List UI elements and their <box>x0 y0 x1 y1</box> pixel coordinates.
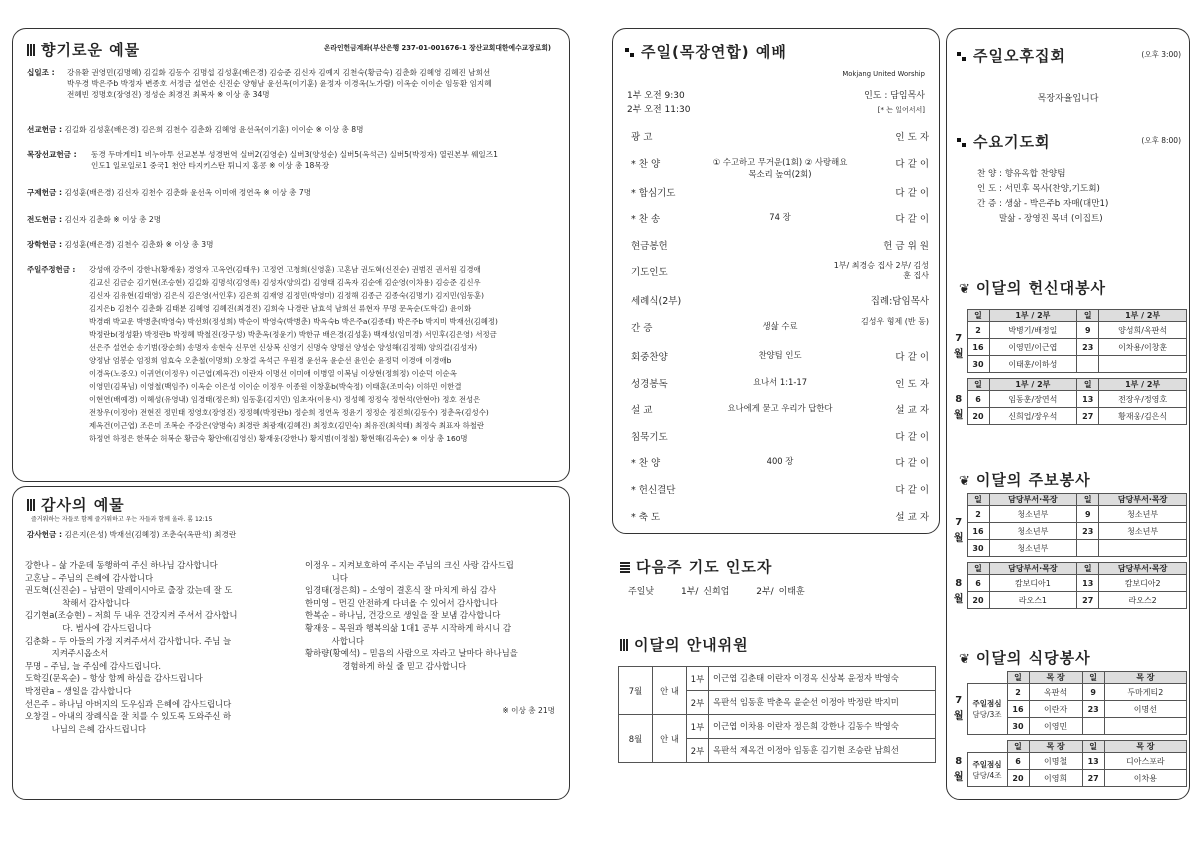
text-line: 양정남 엄봉순 엄정희 엄효숙 오춘철(이명희) 오창걸 옥석근 우원경 윤선옥 윤순선 윤인순 윤정덕 이경애 이경애b <box>89 356 452 365</box>
table-cell: 이영민 <box>1029 718 1082 735</box>
table-cell: 청소년부 <box>1099 523 1187 540</box>
text-line: 동경 두마게티1 비누아투 선교본부 성경번역 실버2(김영순) 실버3(양성순) 실버5(옥석근) 실버5(박정자) 열린본부 웨일즈1 <box>91 150 498 159</box>
table-cell: 30 <box>1007 718 1029 735</box>
order-item: * 합심기도 <box>631 187 676 199</box>
order-item: 광 고 <box>631 132 653 143</box>
order-row <box>631 238 929 252</box>
order-item: 현금봉헌 <box>631 240 668 252</box>
worship-subtitle: Mokjang United Worship <box>842 70 925 78</box>
table-cell: 9 <box>1077 506 1099 523</box>
table-cell: 2 <box>967 506 989 523</box>
order-row <box>631 156 929 179</box>
usher-part: 2부 <box>687 739 709 763</box>
table-cell: 황재웅/김은식 <box>1099 408 1187 425</box>
text-line: 하정연 하정은 한복순 허복순 황금숙 황안애(김영신) 황재웅(강한나) 황지범(이정철) 황현해(김옥순) ※ 이상 총 160명 <box>89 434 468 443</box>
table-cell <box>1082 718 1104 735</box>
order-item: * 찬 송 <box>631 214 661 226</box>
section-mark-icon <box>27 499 35 511</box>
table-row <box>951 575 1187 592</box>
table-header-cell: 담당부서·목장 <box>1099 494 1187 506</box>
section-mark-icon <box>625 48 634 57</box>
thanks-verse: 즐거워하는 자들로 함께 즐거워하고 우는 자들과 함께 울라. 롬 12:15 <box>31 516 213 523</box>
table-cell: 13 <box>1077 575 1099 592</box>
table-cell: 이차용 <box>1104 770 1186 787</box>
evangel-section: 전도헌금 : 김신자 김춘화 ※ 이상 총 2명 <box>27 215 162 224</box>
duty-label-2: 담당/4조 <box>972 770 1002 780</box>
worship-panel <box>612 28 940 534</box>
table-header-cell: 1부 / 2부 <box>1099 379 1187 391</box>
usher-names: 이근엽 이차용 이란자 정은희 강한나 김동수 박영숙 <box>709 715 936 739</box>
bulletin-title: 이달의 주보봉사 <box>975 471 1091 489</box>
table-cell: 13 <box>1082 753 1104 770</box>
order-item: 성경봉독 <box>631 378 668 390</box>
usher-names: 옥판석 제옥건 이정아 임동훈 김기현 조승란 남희선 <box>709 739 936 763</box>
text-line: 이영민(김복님) 이영철(백임주) 이옥순 이은성 이이순 이정우 이종원 이창훈b(박숙정) 이태훈(조미숙) 이하민 이한결 <box>89 382 462 391</box>
table-header-cell: 일 <box>1077 310 1099 322</box>
service-table <box>951 309 1187 425</box>
order-content: 74 장 <box>769 212 791 223</box>
table-cell: 캄보디아2 <box>1099 575 1187 592</box>
table-cell: 13 <box>1077 391 1099 408</box>
order-row <box>631 129 929 143</box>
order-leader: 김성우 형제 (반 동) <box>861 317 929 326</box>
table-header-cell: 1부 / 2부 <box>1099 310 1187 322</box>
order-leader: 다 같 이 <box>895 458 929 470</box>
table-header-cell: 일 <box>1077 563 1099 575</box>
table-cell: 23 <box>1077 339 1099 356</box>
table-cell <box>1099 540 1187 557</box>
table-row <box>951 684 1187 701</box>
order-row <box>631 349 929 363</box>
order-item: * 찬 양 <box>631 458 661 470</box>
worship-time-1: 1부 오전 9:30 <box>627 91 685 101</box>
order-row <box>631 402 929 416</box>
table-cell: 두마게티2 <box>1104 684 1186 701</box>
text-line: 이정우 – 지켜보호하여 주시는 주님의 크신 사랑 감사드립 <box>305 560 514 570</box>
table-row <box>951 753 1187 770</box>
order-leader: 다 같 이 <box>895 485 929 496</box>
order-item: 간 증 <box>631 323 653 334</box>
text-line: 찬 양 : 향유옥합 찬양팀 <box>977 169 1066 179</box>
wednesday-title: 수요기도회 <box>973 133 1051 151</box>
month-word: 월 <box>953 593 964 605</box>
next-prayer-p2: 2부/ 이태훈 <box>756 587 805 597</box>
text-line: 이경옥(노중오) 이귀연(이정우) 이근엽(제옥건) 이란자 이명선 이미애 이병열 이복님 이상현(정희정) 이순덕 이순옥 <box>89 369 457 378</box>
text-line: 제옥건(이근엽) 조은미 조복순 주강은(양명숙) 최경란 최광재(김혜진) 최정호(김민숙) 최유진(최석태) 최정숙 최표자 하철란 <box>89 421 485 430</box>
table-cell: 신희업/장우석 <box>989 408 1077 425</box>
text-line: 김기현a(조승현) – 저희 두 내우 건강지켜 주셔서 감사합니 <box>25 610 238 621</box>
table-cell: 30 <box>967 540 989 557</box>
afternoon-text: 목장자율입니다 <box>1037 94 1099 104</box>
heart-icon: ❦ <box>959 474 970 489</box>
table-row <box>951 356 1187 373</box>
table-row <box>951 523 1187 540</box>
table-header-cell: 목 장 <box>1029 741 1082 753</box>
section-mark-icon <box>957 138 966 147</box>
table-cell: 디아스포라 <box>1104 753 1186 770</box>
kitchen-duty-label <box>967 753 1007 787</box>
heart-icon: ❦ <box>959 282 970 297</box>
text-line: 경험하게 하실 줄 믿고 감사합니다 <box>305 660 467 671</box>
order-content: 요나에게 묻고 우리가 답한다 <box>727 403 833 414</box>
table-cell: 청소년부 <box>989 523 1077 540</box>
section-mark-icon <box>620 561 630 573</box>
month-number: 7 <box>955 517 963 528</box>
text-line: 무명 – 주님, 늘 주심에 감사드립니다. <box>25 660 162 671</box>
order-item: 설 교 <box>631 405 653 417</box>
afternoon-time: (오후 3:00) <box>1141 50 1181 59</box>
table-head <box>951 672 1187 684</box>
next-prayer-label: 주일낮 <box>628 587 655 597</box>
table-header-cell: 1부 / 2부 <box>989 310 1077 322</box>
month-word: 월 <box>953 771 964 783</box>
month-label <box>951 506 967 557</box>
table-row <box>951 391 1187 408</box>
worship-leader: 인도 : 담임목사 <box>864 91 925 101</box>
table-row <box>951 506 1187 523</box>
table-header-cell: 일 <box>967 563 989 575</box>
text-line: 한미영 – 먼길 안전하게 다녀올 수 있어서 감사합니다 <box>305 597 498 608</box>
kitchen-table <box>951 671 1187 787</box>
table-row <box>951 408 1187 425</box>
order-item: * 축 도 <box>631 511 661 523</box>
text-line: 전혜빈 정명호(장영진) 정성순 최경진 최복자 ※ 이상 총 34명 <box>67 90 270 99</box>
table-cell: 청소년부 <box>989 540 1077 557</box>
worship-time-2: 2부 오전 11:30 <box>627 105 691 115</box>
heart-icon: ❦ <box>959 652 970 667</box>
text-line: 박우경 박은주b 박정자 변종호 서정금 설연순 신진순 양형남 윤선옥(이기훈) 윤정자 이경옥(노가람) 이옥순 이이순 임동환 임지혜 <box>67 79 492 88</box>
text-line: 나님의 은혜 감사드립니다 <box>25 723 146 734</box>
thanks-special: 감사헌금 : 김은지(은성) 박재선(김혜정) 조춘숙(옥판석) 최경란 <box>27 530 237 539</box>
text-line: 권도혁(신진순) – 남편이 말레이시아로 출장 갔는데 잘 도 <box>25 585 233 596</box>
order-row <box>631 211 929 225</box>
month-label <box>951 684 967 735</box>
table-cell: 9 <box>1077 322 1099 339</box>
text-line: 선은주 설연순 송기범(장순희) 송명자 송현숙 신무연 신상복 신영기 신명숙 양명선 양성순 양성해(김정해) 양의걸(김성자) <box>89 343 478 352</box>
table-header-cell: 담당부서·목장 <box>1099 563 1187 575</box>
order-item: 세례식(2부) <box>631 296 682 308</box>
month-word: 월 <box>953 533 964 544</box>
wednesday-time: (오후 8:00) <box>1141 136 1181 145</box>
order-item: * 헌신결단 <box>631 485 676 496</box>
table-head <box>951 563 1187 575</box>
order-leader: 다 같 이 <box>895 187 929 199</box>
table-head <box>951 310 1187 322</box>
table-cell: 2 <box>1007 684 1029 701</box>
usher-names: 이근엽 김춘태 이란자 이경옥 신상복 윤정자 박영숙 <box>709 667 936 691</box>
table-cell: 임동훈/장연석 <box>989 391 1077 408</box>
table-cell: 27 <box>1077 408 1099 425</box>
schol-section: 장학헌금 : 김성훈(배은경) 김천수 김춘화 ※ 이상 총 3명 <box>27 240 214 249</box>
order-leader: 다 같 이 <box>895 352 929 363</box>
text-line: 김춘화 – 두 아들의 가정 지켜주셔서 감사합니다. 주님 늘 <box>25 635 232 646</box>
table-cell: 20 <box>967 408 989 425</box>
table-head <box>951 494 1187 506</box>
afternoon-title: 주일오후집회 <box>973 47 1066 65</box>
usher-role: 안 내 <box>653 667 687 715</box>
text-line: 착해서 감사합니다 <box>25 597 130 608</box>
text-line: 김교신 김금순 김기현(조승현) 김길화 김명석(김영록) 김성자(양의걸) 김영태 김옥자 김순애 김순영(이차용) 김승준 김신우 <box>89 278 481 287</box>
text-line: 도학길(문옥순) – 항상 함께 하심을 감사드립니다 <box>25 673 203 684</box>
table-header-cell: 일 <box>1007 672 1029 684</box>
order-leader: 집례:담임목사 <box>870 296 929 308</box>
order-content: 생삶 수료 <box>762 321 798 331</box>
service-title: 이달의 헌신대봉사 <box>975 279 1107 297</box>
order-item: 기도인도 <box>631 267 668 279</box>
text-line: 간 증 : 생삶 - 박은주b 자매(대만1) <box>977 199 1109 209</box>
table-header-cell: 담당부서·목장 <box>989 563 1077 575</box>
usher-month: 7월 <box>619 667 653 715</box>
order-leader: 설 교 자 <box>895 405 929 417</box>
pastoral-section: 목장선교헌금 : 동경 두마게티1 비누아투 선교본부 성경번역 실버2(김영순) 실버3(양성순) 실버5(옥석근) 실버5(박정자) 열린본부 웨일즈1 인도1 일로일로1 중국1 천안 타지키스탄 튀니지 홍콩 ※ 이상 총 18목장 <box>27 149 557 171</box>
order-row <box>631 509 929 523</box>
table-cell: 이영민/이근엽 <box>989 339 1077 356</box>
table-row <box>951 322 1187 339</box>
kitchen-duty-label <box>967 684 1007 735</box>
table-header-cell: 일 <box>1082 741 1104 753</box>
table-header-cell: 일 <box>1077 494 1099 506</box>
order-leader: 1부/ 최경승 집사 2부/ 김성훈 집사 <box>833 261 929 281</box>
table-header-cell: 담당부서·목장 <box>989 494 1077 506</box>
order-row <box>631 429 929 443</box>
month-word: 월 <box>953 711 964 722</box>
duty-label-2: 담당/3조 <box>972 710 1002 719</box>
table-cell: 30 <box>967 356 989 373</box>
sunday-section: 주일주정헌금 : 강성애 강주이 강한나(황재웅) 경영자 고옥연(김태우) 고정연 고청희(신영훈) 고혼남 권도혁(신진순) 권범진 권서원 김경애 김교신 김금순 김기현(조승현) 김길화 김명석(김영록) 김성자(양의걸) 김영태 김옥자 김순애 김순영(이차용) 김승준 김신우 김신자 김유현(김태영) 김은식 김은영(서인후) 김은희 김재영 김정민(박영미) 김정해 김종근 김종숙(김명기) 김지민(임동훈) 김지은b 김천수 김춘화 김태분 김혜영 김혜진(최경진) 김희숙 나경란 남효석 남희선 류현자 무명 문옥순(도학길) 윤이화 박경래 박교운 박병춘(박영숙) 박선희(정성희) 박순이 박영숙(박병춘) 박옥숙b 박은주a(김종태) 박은주b 박지미 박재선(김혜정) 박정란b(정성환) 박정란b 박정혜 박철진(장구성) 박춘옥(정윤기) 박한규 배은경(김성훈) 백재성(임미경) 서민후(김은영) 서정금 선은주 설연순 송기범(장순희) 송명자 송현숙 신무연 신상복 신영기 신명숙 양명선 양성순 양성해(김정해) 양의걸(김성자) 양정남 엄봉순 엄정희 엄효숙 오춘철(이명희) 오창걸 옥석근 우원경 윤선옥 윤순선 윤인순 윤정덕 이경애 이경애b 이경옥(노중오) 이귀연(이정우) 이근엽(제옥건) 이란자 이명선 이미애 이병열 이복님 이상현(정희정) 이순덕 이순옥 이영민(김복님) 이영철(백임주) 이옥순 이은성 이이순 이정우 이종원 이창훈b(박숙정) 이태훈(조미숙) 이하민 이한결 이현연(배예경) 이혜성(유영내) 임경태(정은희) 임동훈(김지민) 임초자(이용시) 정성혜 정정숙 정현석(안현아) 정호 전성은 전창우(이정아) 전현진 정민태 정영호(장영진) 정정혜(박정란b) 정순희 정연옥 정윤기 정정순 정진희(김동수) 정춘옥(김성수) 제옥건(이근엽) 조은미 조복순 주강은(양명숙) 최경란 최광재(김혜진) 최정호(김민숙) 최유진(최석태) 최정숙 최표자 하철란 하정연 하정은 한복순 허복순 황금숙 황안애(김영신) 황재웅(강한나) 황지범(이정철) 황현해(김옥순) ※ 이상 총 160명 <box>27 263 557 445</box>
table-cell: 16 <box>1007 701 1029 718</box>
table-header-cell: 일 <box>967 379 989 391</box>
ushers-title: 이달의 안내위원 <box>634 636 749 654</box>
order-row <box>631 455 929 469</box>
month-word: 월 <box>953 409 964 421</box>
text-line: 오창걸 – 아내의 장례식을 잘 치를 수 있도록 도와주신 하 <box>25 711 232 722</box>
table-cell: 20 <box>1007 770 1029 787</box>
usher-part: 1부 <box>687 667 709 691</box>
order-leader: 인 도 자 <box>895 378 929 390</box>
table-cell: 청소년부 <box>1099 506 1187 523</box>
table-header-cell: 목 장 <box>1104 741 1186 753</box>
table-cell <box>1099 356 1187 373</box>
month-number: 8 <box>955 755 963 767</box>
mission-section: 선교헌금 : 김길화 김성훈(배은경) 김은희 김천수 김춘화 김혜영 윤선옥(이기훈) 이이순 ※ 이상 총 8명 <box>27 125 364 134</box>
table-header-cell: 1부 / 2부 <box>989 379 1077 391</box>
wednesday-lines <box>977 167 1108 227</box>
usher-row <box>619 715 936 739</box>
usher-role: 안 내 <box>653 715 687 763</box>
text-line: 박정란a – 생일을 감사합니다 <box>25 685 132 696</box>
order-leader: 다 같 이 <box>895 431 929 443</box>
order-row <box>631 261 929 281</box>
table-cell: 16 <box>967 523 989 540</box>
text-line: 말삶 - 장영진 목녀 (이집트) <box>977 214 1103 224</box>
table-cell: 옥판석 <box>1029 684 1082 701</box>
order-leader: 헌 금 위 원 <box>883 240 929 252</box>
order-leader: 다 같 이 <box>895 214 929 226</box>
online-account: 온라인헌금계좌(부산은행 237-01-001676-1 장산교회대한예수교장로회) <box>323 44 551 52</box>
table-cell: 이차용/이창훈 <box>1099 339 1187 356</box>
table-cell: 2 <box>967 322 989 339</box>
text-line: 강성애 강주이 강한나(황재웅) 경영자 고옥연(김태우) 고정연 고청희(신영훈) 고혼남 권도혁(신진순) 권범진 권서원 김경애 <box>89 265 481 274</box>
table-cell: 27 <box>1077 592 1099 609</box>
month-number: 7 <box>955 695 963 706</box>
thanks-title: 감사의 예물 <box>41 496 125 514</box>
table-cell: 6 <box>967 575 989 592</box>
text-line: 인 도 : 서민후 목사(찬양,기도회) <box>977 184 1100 194</box>
table-cell: 27 <box>1082 770 1104 787</box>
table-head <box>951 379 1187 391</box>
table-cell: 이명철 <box>1029 753 1082 770</box>
thanks-right-list <box>305 559 567 672</box>
table-cell: 청소년부 <box>989 506 1077 523</box>
text-line: 사합니다 <box>305 635 364 646</box>
order-content: 요나서 1:1-17 <box>752 376 808 387</box>
text-line: 이현연(배예경) 이혜성(유영내) 임경태(정은희) 임동훈(김지민) 임초자(이용시) 정성혜 정정숙 정현석(안현아) 정호 전성은 <box>89 395 481 404</box>
text-line: 니다 <box>305 572 348 583</box>
table-row <box>951 339 1187 356</box>
table-cell: 23 <box>1077 523 1099 540</box>
order-leader: 설 교 자 <box>895 511 929 523</box>
table-cell: 캄보디아1 <box>989 575 1077 592</box>
usher-part: 1부 <box>687 715 709 739</box>
next-prayer-title: 다음주 기도 인도자 <box>636 558 773 576</box>
text-line: 김신자 김유현(김태영) 김은식 김은영(서인후) 김은희 김재영 김정민(박영미) 김정해 김종근 김종숙(김명기) 김지민(임동훈) <box>89 291 485 300</box>
table-cell: 9 <box>1082 684 1104 701</box>
month-label <box>951 322 967 373</box>
table-cell: 이영희 <box>1029 770 1082 787</box>
section-mark-icon <box>957 52 966 61</box>
month-label <box>951 575 967 609</box>
offering-panel <box>12 28 570 482</box>
text-line: 임경태(정은희) – 소영이 결혼식 잘 마치게 하심 감사 <box>305 585 497 596</box>
kitchen-title: 이달의 식당봉사 <box>975 649 1091 667</box>
table-cell: 16 <box>967 339 989 356</box>
month-number: 8 <box>955 577 963 589</box>
section-mark-icon <box>27 44 35 56</box>
text-line: 고혼남 – 주님의 은혜에 감사합니다 <box>25 572 154 583</box>
order-row <box>631 317 929 334</box>
text-line: 박경래 박교운 박병춘(박영숙) 박선희(정성희) 박순이 박영숙(박병춘) 박옥숙b 박은주a(김종태) 박은주b 박지미 박재선(김혜정) <box>89 317 498 326</box>
table-header-cell: 목 장 <box>1104 672 1186 684</box>
table-cell: 6 <box>967 391 989 408</box>
text-line: 강한나 – 삶 가운데 동행하여 주신 하나님 감사합니다 <box>25 560 218 570</box>
month-number: 8 <box>955 393 963 405</box>
order-row <box>631 185 929 199</box>
text-line: 강유환 권영민(김명혜) 김길화 김동수 김명섭 김성훈(배은경) 김승준 김신자 김예지 김천숙(황금숙) 김춘화 김혜영 김혜진 남희선 <box>67 68 491 77</box>
bulletin-table <box>951 493 1187 609</box>
text-line: 전창우(이정아) 전현진 정민태 정영호(장영진) 정정혜(박정란b) 정순희 정연옥 정윤기 정정순 정진희(김동수) 정춘옥(김성수) <box>89 408 489 417</box>
usher-names: 옥판석 임동훈 박춘옥 윤순선 이정아 박정란 박지미 <box>709 691 936 715</box>
order-content: 400 장 <box>766 456 794 467</box>
text-line: 인도1 일로일로1 중국1 천안 타지키스탄 튀니지 홍콩 ※ 이상 총 18목장 <box>91 161 330 170</box>
table-cell: 라오스2 <box>1099 592 1187 609</box>
text-line: 선은주 – 하나님 아버지의 도우심과 은혜에 감사드립니다 <box>25 698 232 709</box>
table-cell: 양성희/옥판석 <box>1099 322 1187 339</box>
table-cell <box>1104 718 1186 735</box>
usher-row <box>619 667 936 691</box>
table-cell <box>1077 356 1099 373</box>
order-item: 침묵기도 <box>631 431 668 443</box>
next-prayer-p1: 1부/ 신희업 <box>680 587 730 597</box>
next-prayer-panel <box>612 540 940 610</box>
tithe-section: 십일조 : 강유환 권영민(김명혜) 김길화 김동수 김명섭 김성훈(배은경) 김승준 김신자 김예지 김천숙(황금숙) 김춘화 김혜영 김혜진 남희선 박우경 박은주b 박정자 변종호 서정금 설연순 신진순 양형남 윤선옥(이기훈) 윤정자 이경옥(노가람) 이옥순 이이순 임동환 임지혜 전혜빈 정명호(장영진) 정성순 최경진 최복자 ※ 이상 총 34명 <box>27 67 557 100</box>
text-line: 다. 범사에 감사드립니다 <box>25 622 152 633</box>
table-cell: 이명선 <box>1104 701 1186 718</box>
thanks-panel <box>12 486 570 800</box>
table-cell: 라오스1 <box>989 592 1077 609</box>
section-mark-icon <box>620 639 628 651</box>
table-row <box>951 592 1187 609</box>
table-header-cell: 일 <box>1082 672 1104 684</box>
month-label <box>951 391 967 425</box>
text-line: 지켜주시옵소서 <box>25 648 109 659</box>
thanks-left-list <box>25 559 301 735</box>
order-leader: 인 도 자 <box>895 132 929 143</box>
usher-month: 8월 <box>619 715 653 763</box>
right-panel <box>946 28 1190 800</box>
ushers-panel <box>612 614 940 804</box>
table-header-cell: 목 장 <box>1029 672 1082 684</box>
ushers-table <box>618 666 936 763</box>
text-line: 황하량(황예석) – 믿음의 사람으로 자라고 날마다 하나님을 <box>305 648 518 659</box>
text-line: 박정란b(정성환) 박정란b 박정혜 박철진(장구성) 박춘옥(정윤기) 박한규 배은경(김성훈) 백재성(임미경) 서민후(김은영) 서정금 <box>89 330 497 339</box>
table-cell: 20 <box>967 592 989 609</box>
order-content: ① 수고하고 무거운(1회) ② 사랑해요 목소리 높여(2회) <box>712 156 848 179</box>
worship-leader-note: [* 는 일어서서] <box>877 106 925 114</box>
order-content: 찬양팀 인도 <box>758 350 802 360</box>
usher-part: 2부 <box>687 691 709 715</box>
order-row <box>631 482 929 496</box>
order-leader: 다 같 이 <box>895 158 929 170</box>
table-header-cell: 일 <box>967 494 989 506</box>
text-line: 황재웅 – 목원과 행복의삶 1대1 공부 시작하게 하시니 감 <box>305 622 512 633</box>
duty-label-1: 주일점심 <box>972 759 1002 769</box>
order-item: * 찬 양 <box>631 158 661 170</box>
thanks-total: ※ 이상 총 21명 <box>502 706 555 715</box>
table-cell: 6 <box>1007 753 1029 770</box>
duty-label-1: 주일점심 <box>972 699 1002 708</box>
order-item: 회중찬양 <box>631 352 668 363</box>
month-label <box>951 753 967 787</box>
table-row <box>951 540 1187 557</box>
text-line: 김지은b 김천수 김춘화 김태분 김혜영 김혜진(최경진) 김희숙 나경란 남효석 남희선 류현자 무명 문옥순(도학길) 윤이화 <box>89 304 472 313</box>
table-cell: 23 <box>1082 701 1104 718</box>
table-cell <box>1077 540 1099 557</box>
table-header-cell: 일 <box>1077 379 1099 391</box>
table-cell: 박병기/배정일 <box>989 322 1077 339</box>
table-header-cell: 일 <box>967 310 989 322</box>
order-row <box>631 376 929 390</box>
month-word: 월 <box>953 349 964 360</box>
table-cell: 이란자 <box>1029 701 1082 718</box>
table-head <box>951 741 1187 753</box>
relief-section: 구제헌금 : 김성훈(배은경) 김신자 김천수 김춘화 윤선옥 이미애 정연옥 ※ 이상 총 7명 <box>27 188 312 197</box>
offering-title: 향기로운 예물 <box>41 41 141 59</box>
table-cell: 전장우/정영호 <box>1099 391 1187 408</box>
worship-title: 주일(목장연합) 예배 <box>641 43 787 61</box>
table-cell: 이태훈/이하성 <box>989 356 1077 373</box>
table-header-cell: 일 <box>1007 741 1029 753</box>
text-line: 한복순 – 하나님, 건강으로 생일을 잘 보냄 감사합니다 <box>305 610 501 621</box>
order-row <box>631 293 929 307</box>
month-number: 7 <box>955 333 963 344</box>
